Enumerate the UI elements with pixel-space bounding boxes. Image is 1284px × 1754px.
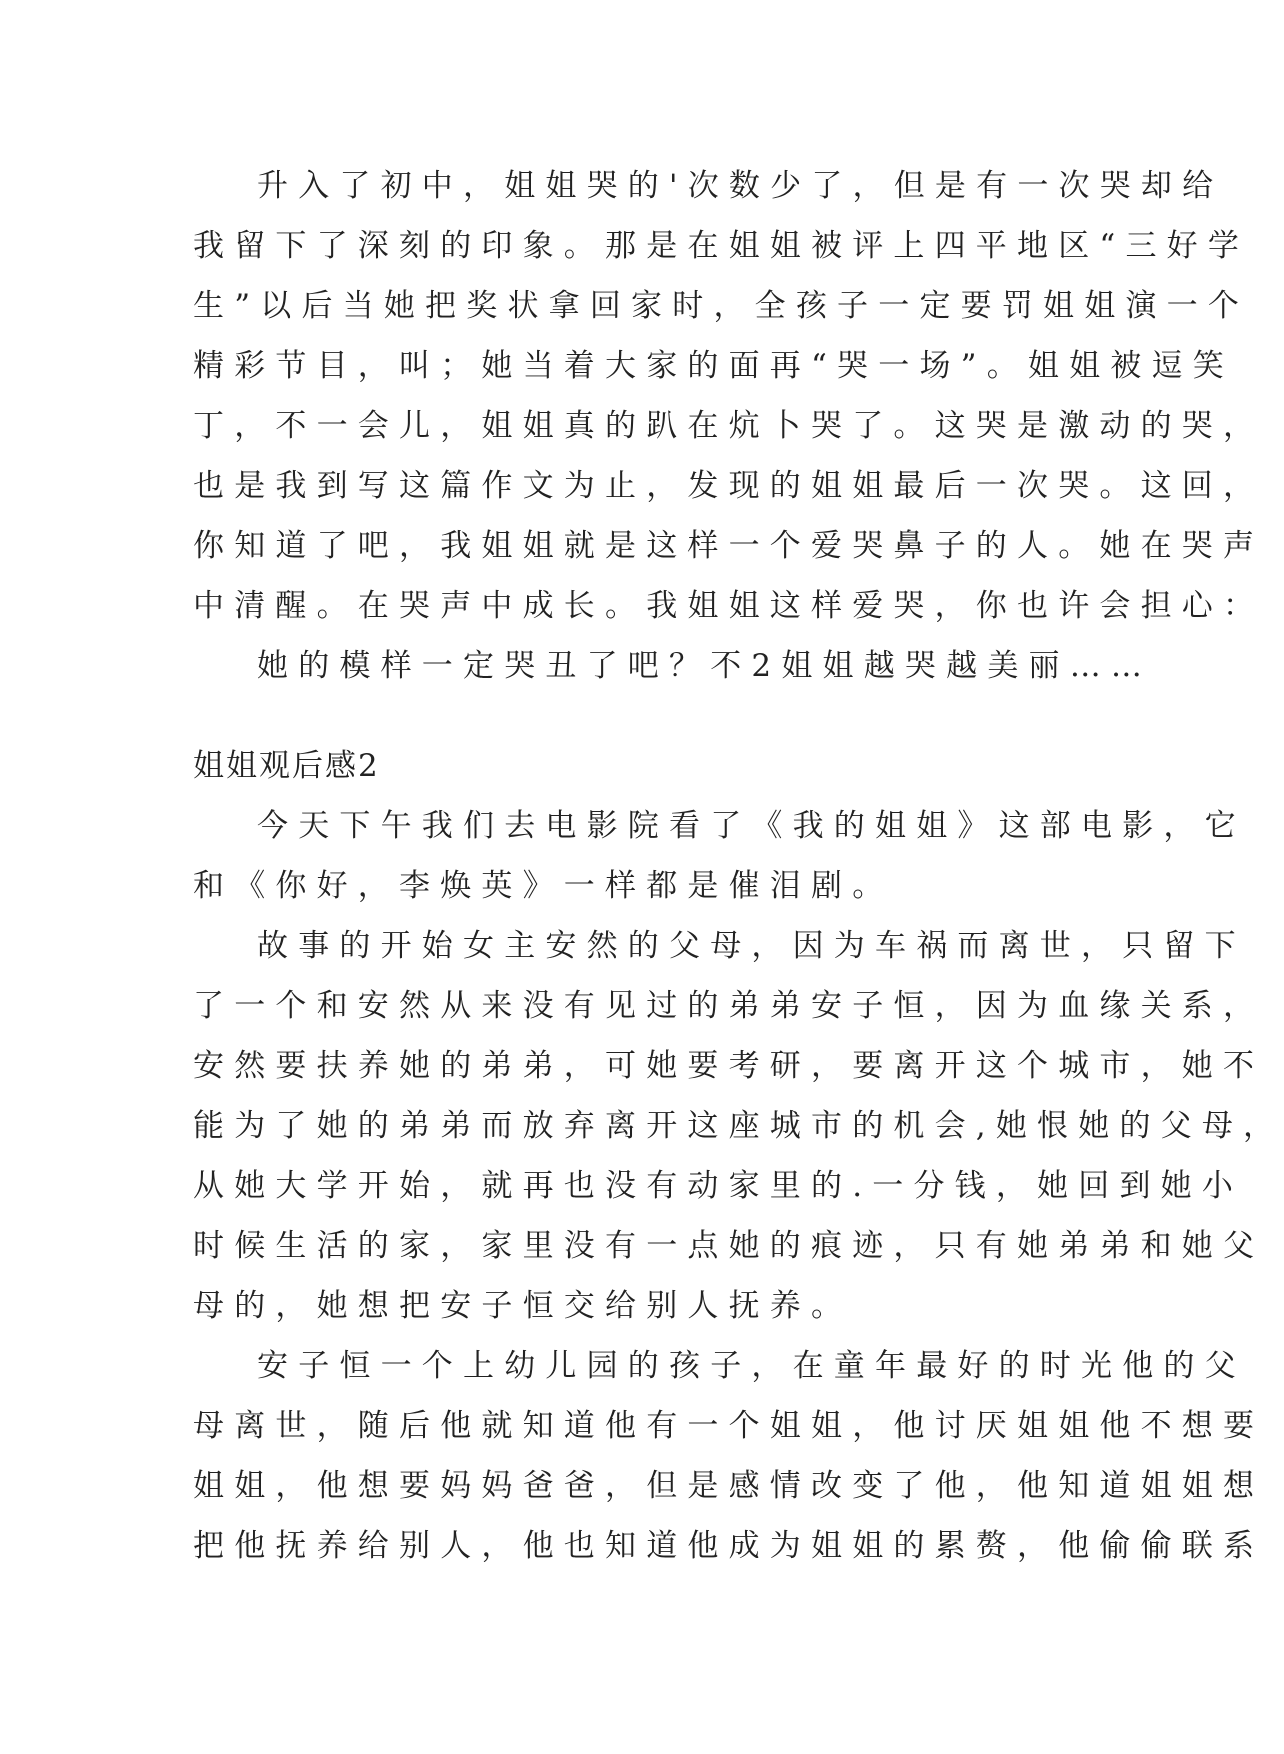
paragraph-line: 中清醒。在哭声中成长。我姐姐这样爱哭，你也许会担心： [193, 588, 1265, 624]
paragraph-line: 了一个和安然从来没有见过的弟弟安子恒，因为血缘关系， [193, 988, 1265, 1024]
section-title: 姐姐观后感2 [193, 748, 380, 784]
paragraph-line: 你知道了吧，我姐姐就是这样一个爱哭鼻子的人。她在哭声 [193, 528, 1265, 564]
paragraph-line: 丁，不一会儿，姐姐真的趴在炕卜哭了。这哭是激动的哭， [193, 408, 1265, 444]
paragraph-line: 把他抚养给别人，他也知道他成为姐姐的累赘，他偷偷联系 [193, 1528, 1265, 1564]
paragraph-line: 能为了她的弟弟而放弃离开这座城市的机会,她恨她的父母， [193, 1108, 1284, 1144]
paragraph-line: 故事的开始女主安然的父母，因为车祸而离世，只留下 [257, 928, 1246, 964]
paragraph-line: 今天下午我们去电影院看了《我的姐姐》这部电影，它 [257, 808, 1246, 844]
paragraph-line: 从她大学开始，就再也没有动家里的.一分钱，她回到她小 [193, 1168, 1244, 1204]
paragraph-line: 精彩节目，叫；她当着大家的面再“哭一场”。姐姐被逗笑 [193, 348, 1234, 384]
paragraph-line: 时候生活的家，家里没有一点她的痕迹，只有她弟弟和她父 [193, 1228, 1265, 1264]
paragraph-line: 母离世，随后他就知道他有一个姐姐，他讨厌姐姐他不想要 [193, 1408, 1265, 1444]
paragraph-line: 安然要扶养她的弟弟，可她要考研，要离开这个城市，她不 [193, 1048, 1265, 1084]
paragraph-line: 母的，她想把安子恒交给别人抚养。 [193, 1288, 853, 1324]
paragraph-line: 也是我到写这篇作文为止，发现的姐姐最后一次哭。这回， [193, 468, 1265, 504]
paragraph-line: 升入了初中，姐姐哭的'次数少了，但是有一次哭却给 [257, 168, 1224, 204]
paragraph-line: 和《你好，李焕英》一样都是催泪剧。 [193, 868, 894, 904]
paragraph-line: 我留下了深刻的印象。那是在姐姐被评上四平地区“三好学 [193, 228, 1250, 264]
paragraph-line: 姐姐，他想要妈妈爸爸，但是感情改变了他，他知道姐姐想 [193, 1468, 1265, 1504]
paragraph-line: 她的模样一定哭丑了吧？不2姐姐越哭越美丽…… [257, 648, 1153, 684]
paragraph-line: 生”以后当她把奖状拿回家时，全孩子一定要罚姐姐演一个 [193, 288, 1250, 324]
paragraph-line: 安子恒一个上幼儿园的孩子，在童年最好的时光他的父 [257, 1348, 1246, 1384]
